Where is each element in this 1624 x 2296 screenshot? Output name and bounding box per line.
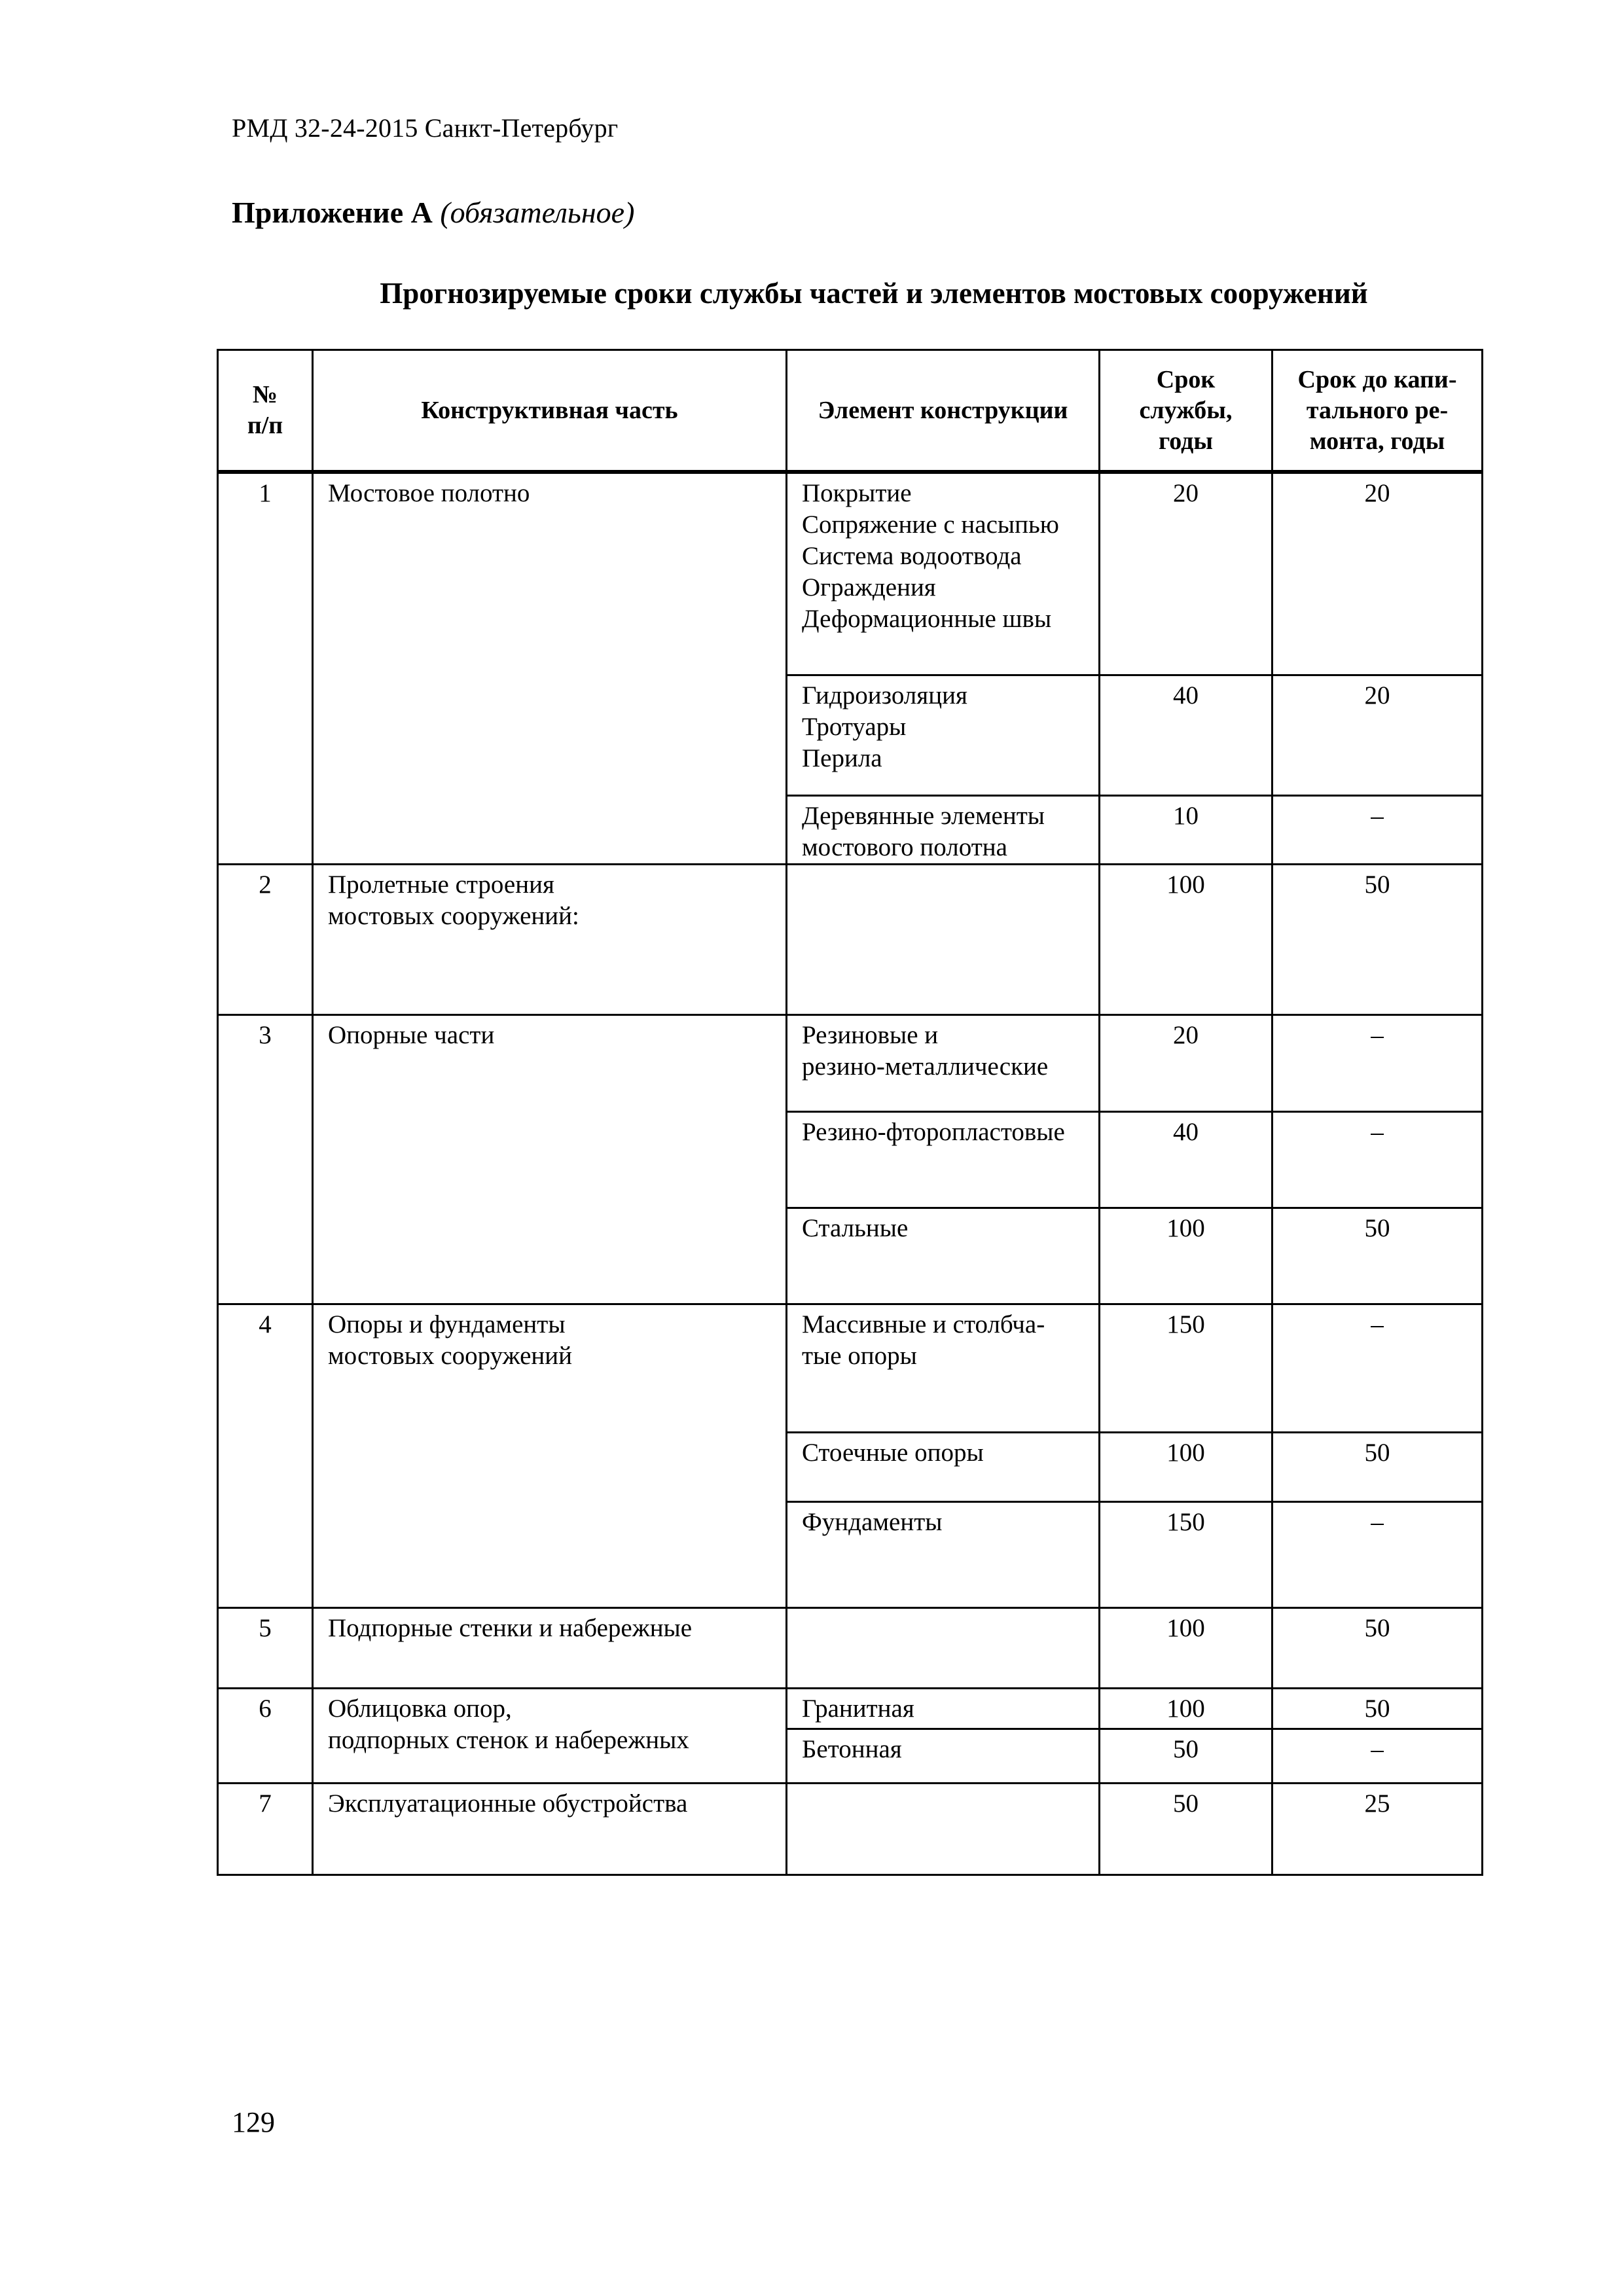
table-title: Прогнозируемые сроки службы частей и элементов мостовых сооружений xyxy=(380,277,1368,310)
cell-element: Покрытие Сопряжение с насыпью Система водоотвода Ограждения Деформационные швы xyxy=(787,472,1100,675)
cell-element: Стальные xyxy=(787,1208,1100,1304)
cell-life: 100 xyxy=(1100,1688,1272,1729)
cell-part: Подпорные стенки и набережные xyxy=(313,1607,787,1688)
cell-repair: 50 xyxy=(1272,1607,1483,1688)
cell-repair: 20 xyxy=(1272,675,1483,795)
cell-element: Массивные и столбча- тые опоры xyxy=(787,1304,1100,1432)
cell-repair: 50 xyxy=(1272,1208,1483,1304)
cell-element: Фундаменты xyxy=(787,1501,1100,1607)
table-row xyxy=(218,1014,1483,1111)
table-row xyxy=(218,1688,1483,1729)
cell-life: 50 xyxy=(1100,1783,1272,1874)
cell-repair: – xyxy=(1272,1729,1483,1783)
cell-life: 20 xyxy=(1100,472,1272,675)
cell-num: 3 xyxy=(218,1014,313,1304)
cell-element: Бетонная xyxy=(787,1729,1100,1783)
cell-repair: 25 xyxy=(1272,1783,1483,1874)
service-life-table xyxy=(217,349,1483,1876)
appendix-heading xyxy=(232,195,634,230)
cell-life: 40 xyxy=(1100,675,1272,795)
cell-life: 50 xyxy=(1100,1729,1272,1783)
cell-element: Гранитная xyxy=(787,1688,1100,1729)
cell-part: Облицовка опор, подпорных стенок и набережных xyxy=(313,1688,787,1783)
appendix-note: (обязательное) xyxy=(440,196,635,229)
cell-life: 40 xyxy=(1100,1111,1272,1208)
cell-repair: – xyxy=(1272,1501,1483,1607)
page-number: 129 xyxy=(232,2106,275,2138)
header-part: Конструктивная часть xyxy=(313,350,787,473)
appendix-label: Приложение А xyxy=(232,196,433,229)
table-row xyxy=(218,1783,1483,1874)
header-repair: Срок до капи- тального ре- монта, годы xyxy=(1272,350,1483,473)
cell-repair: 50 xyxy=(1272,864,1483,1014)
cell-element xyxy=(787,1607,1100,1688)
cell-life: 100 xyxy=(1100,1607,1272,1688)
table-header-row xyxy=(218,350,1483,473)
cell-element: Деревянные элементы мостового полотна xyxy=(787,795,1100,864)
header-element: Элемент конструкции xyxy=(787,350,1100,473)
cell-repair: 50 xyxy=(1272,1688,1483,1729)
cell-life: 150 xyxy=(1100,1304,1272,1432)
cell-repair: – xyxy=(1272,1014,1483,1111)
table-row xyxy=(218,1304,1483,1432)
cell-life: 10 xyxy=(1100,795,1272,864)
cell-num: 6 xyxy=(218,1688,313,1783)
table-row xyxy=(218,472,1483,675)
cell-part: Опорные части xyxy=(313,1014,787,1304)
cell-part: Опоры и фундаменты мостовых сооружений xyxy=(313,1304,787,1607)
cell-part: Эксплуатационные обустройства xyxy=(313,1783,787,1874)
cell-part: Пролетные строения мостовых сооружений: xyxy=(313,864,787,1014)
running-header: РМД 32-24-2015 Санкт-Петербург xyxy=(232,113,619,143)
cell-repair: – xyxy=(1272,1304,1483,1432)
cell-repair: – xyxy=(1272,795,1483,864)
cell-num: 1 xyxy=(218,472,313,864)
cell-num: 7 xyxy=(218,1783,313,1874)
cell-num: 4 xyxy=(218,1304,313,1607)
cell-element: Стоечные опоры xyxy=(787,1432,1100,1501)
header-life: Срок службы, годы xyxy=(1100,350,1272,473)
cell-repair: 50 xyxy=(1272,1432,1483,1501)
table-row xyxy=(218,1607,1483,1688)
table-row xyxy=(218,864,1483,1014)
cell-part: Мостовое полотно xyxy=(313,472,787,864)
header-num: № п/п xyxy=(218,350,313,473)
cell-repair: 20 xyxy=(1272,472,1483,675)
cell-num: 5 xyxy=(218,1607,313,1688)
cell-element xyxy=(787,864,1100,1014)
table-body xyxy=(218,472,1483,1874)
cell-element: Гидроизоляция Тротуары Перила xyxy=(787,675,1100,795)
cell-element: Резино-фторопластовые xyxy=(787,1111,1100,1208)
cell-life: 20 xyxy=(1100,1014,1272,1111)
cell-life: 100 xyxy=(1100,1208,1272,1304)
cell-element: Резиновые и резино-металлические xyxy=(787,1014,1100,1111)
cell-life: 100 xyxy=(1100,864,1272,1014)
cell-num: 2 xyxy=(218,864,313,1014)
cell-life: 100 xyxy=(1100,1432,1272,1501)
cell-element xyxy=(787,1783,1100,1874)
cell-repair: – xyxy=(1272,1111,1483,1208)
cell-life: 150 xyxy=(1100,1501,1272,1607)
